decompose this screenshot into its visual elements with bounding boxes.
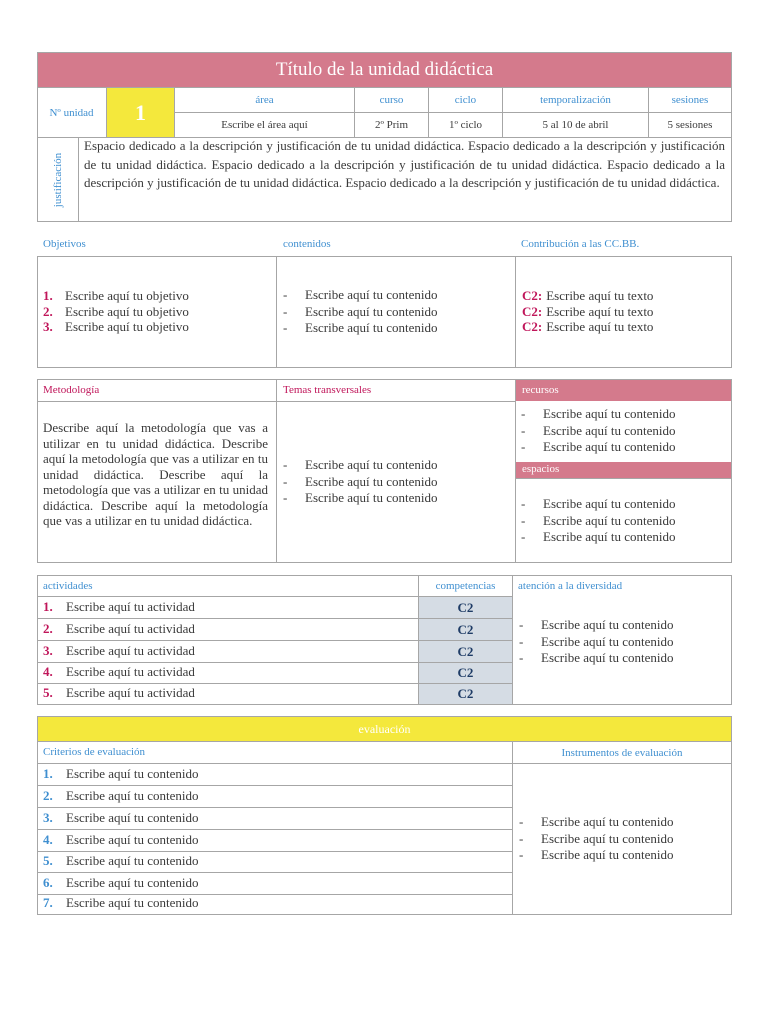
item-number: 2.: [43, 621, 53, 636]
item-number: 5.: [43, 685, 53, 700]
item-number: 1.: [43, 288, 53, 303]
list-item: - Escribe aquí tu contenido: [283, 303, 438, 319]
item-text: Escribe aquí tu contenido: [305, 457, 438, 472]
instrumentos-list: [519, 814, 727, 864]
item-text: Escribe aquí tu contenido: [541, 830, 674, 846]
competence-cell: [419, 641, 512, 662]
ccbb-list: [522, 288, 727, 335]
divider: [78, 137, 79, 222]
item-text: Escribe aquí tu actividad: [66, 664, 195, 679]
area-label: área: [255, 94, 274, 106]
item-text: Escribe aquí tu contenido: [543, 439, 676, 454]
list-item: - Escribe aquí tu contenido: [521, 439, 676, 454]
list-item: [43, 304, 268, 320]
list-item: - Escribe aquí tu contenido: [519, 814, 674, 829]
item-text: Escribe aquí tu contenido: [66, 766, 199, 781]
list-item: - Escribe aquí tu contenido: [283, 457, 438, 472]
unit-title: Título de la unidad didáctica: [275, 59, 494, 80]
diversidad-label: atención a la diversidad: [518, 580, 623, 592]
list-item: - Escribe aquí tu contenido: [521, 422, 676, 438]
item-text: Escribe aquí tu contenido: [66, 875, 199, 890]
justification-label: justificación: [52, 152, 64, 207]
competence-code: C2: [457, 686, 474, 701]
table-row: [37, 597, 512, 618]
table-row: [37, 786, 512, 807]
competence-cell: [419, 619, 512, 640]
table-row: [37, 619, 512, 640]
item-number: 2.: [43, 788, 53, 803]
competence-cell: [419, 597, 512, 618]
item-text: Escribe aquí tu actividad: [66, 599, 195, 614]
list-item: [522, 288, 727, 304]
item-text: Escribe aquí tu actividad: [66, 685, 195, 700]
evaluacion-header: [38, 717, 731, 741]
ciclo-value: 1º ciclo: [448, 119, 483, 131]
item-number: 3.: [43, 319, 53, 334]
espacios-header: [516, 462, 731, 478]
item-text: Escribe aquí tu texto: [546, 303, 654, 319]
divider: [276, 379, 277, 563]
unit-title-bar: [38, 53, 731, 87]
item-number: 4.: [43, 664, 53, 679]
divider: [512, 575, 513, 705]
item-number: 7.: [43, 895, 53, 910]
competence-code: C2: [457, 665, 474, 680]
item-number: 4.: [43, 832, 53, 847]
item-text: Escribe aquí tu objetivo: [65, 303, 189, 319]
sesiones-label: sesiones: [671, 94, 709, 106]
actividades-label: actividades: [43, 580, 93, 592]
item-text: Escribe aquí tu contenido: [543, 529, 676, 544]
item-text: Escribe aquí tu contenido: [541, 847, 674, 862]
list-item: - Escribe aquí tu contenido: [521, 406, 676, 421]
list-item: - Escribe aquí tu contenido: [519, 650, 674, 665]
metodologia-label: Metodología: [43, 384, 100, 396]
list-item: [522, 319, 727, 335]
item-number: 5.: [43, 853, 53, 868]
divider: [516, 478, 731, 479]
competence-code: C2:: [522, 319, 543, 334]
competence-code: C2: [457, 643, 474, 659]
table-row: [37, 764, 512, 785]
list-item: - Escribe aquí tu contenido: [283, 287, 438, 302]
list-item: - Escribe aquí tu contenido: [521, 496, 676, 511]
table-row: [37, 684, 512, 704]
competence-code: C2: [457, 621, 474, 637]
table-row: [37, 873, 512, 894]
area-value: Escribe el área aquí: [221, 119, 308, 131]
item-text: Escribe aquí tu actividad: [66, 621, 195, 636]
ccbb-label: Contribución a las CC.BB.: [521, 238, 640, 250]
temas-list: [283, 457, 508, 507]
item-text: Escribe aquí tu contenido: [543, 496, 676, 511]
divider: [512, 741, 513, 915]
competence-code: C2:: [522, 303, 543, 319]
espacios-label: espacios: [522, 463, 560, 475]
list-item: - Escribe aquí tu contenido: [521, 512, 676, 528]
table-row: [37, 852, 512, 872]
list-item: - Escribe aquí tu contenido: [283, 473, 438, 489]
item-number: 6.: [43, 875, 53, 890]
recursos-list: [521, 406, 726, 456]
item-number: 3.: [43, 810, 53, 825]
list-item: - Escribe aquí tu contenido: [519, 617, 674, 632]
table-row: [37, 641, 512, 662]
item-text: Escribe aquí tu contenido: [66, 853, 199, 868]
item-text: Escribe aquí tu contenido: [305, 490, 438, 505]
item-text: Escribe aquí tu contenido: [305, 320, 438, 335]
diversidad-list: [519, 617, 727, 667]
item-number: 1.: [43, 766, 53, 781]
table-row: [37, 830, 512, 851]
justification-text: Espacio dedicado a la descripción y justificación de tu unidad didáctica. Espacio dedicado a la descripción y justificación de tu unidad didáctica. Espacio dedicado a la descripción y justificación de tu unidad didáctica. Espacio dedicado a la descripción y justificación de tu unidad didáctica. Espacio dedicado a la descripción y justificación de tu unidad didáctica.: [84, 138, 725, 190]
recursos-header: [516, 380, 731, 401]
item-number: 2.: [43, 303, 53, 319]
espacios-list: [521, 496, 726, 546]
criterios-label: Criterios de evaluación: [43, 746, 146, 758]
sesiones-value: 5 sesiones: [667, 119, 713, 131]
table-row: [37, 895, 512, 914]
evaluacion-title: evaluación: [358, 721, 411, 736]
temas-label: Temas transversales: [283, 384, 372, 396]
competence-code: C2: [457, 599, 474, 615]
contenidos-list: [283, 287, 508, 337]
item-text: Escribe aquí tu objetivo: [65, 319, 189, 334]
list-item: - Escribe aquí tu contenido: [519, 633, 674, 649]
objetivos-label: Objetivos: [43, 238, 86, 250]
competence-cell: [419, 663, 512, 683]
temporalizacion-label: temporalización: [540, 94, 611, 106]
item-text: Escribe aquí tu objetivo: [65, 288, 189, 303]
competence-code: C2:: [522, 288, 543, 303]
item-text: Escribe aquí tu contenido: [66, 810, 199, 825]
table-row: [37, 808, 512, 829]
item-text: Escribe aquí tu contenido: [541, 650, 674, 665]
competence-cell: [419, 684, 512, 704]
item-number: 3.: [43, 643, 53, 658]
item-text: Escribe aquí tu texto: [546, 288, 654, 303]
list-item: - Escribe aquí tu contenido: [521, 529, 676, 544]
unit-header-block: [37, 52, 732, 222]
contenidos-label: contenidos: [283, 238, 331, 250]
item-text: Escribe aquí tu contenido: [66, 832, 199, 847]
curso-label: curso: [379, 94, 404, 106]
objetivos-list: [43, 288, 268, 335]
item-text: Escribe aquí tu contenido: [541, 633, 674, 649]
item-text: Escribe aquí tu contenido: [543, 422, 676, 438]
list-item: - Escribe aquí tu contenido: [283, 320, 438, 335]
list-item: [43, 288, 268, 304]
unit-number: 1: [135, 99, 146, 125]
unit-number-cell: [107, 88, 174, 137]
divider: [276, 256, 277, 368]
curso-value: 2º Prim: [374, 119, 409, 131]
item-number: 1.: [43, 599, 53, 614]
item-text: Escribe aquí tu contenido: [543, 406, 676, 421]
table-row: [37, 663, 512, 683]
item-text: Escribe aquí tu contenido: [543, 512, 676, 528]
temporalizacion-value: 5 al 10 de abril: [542, 119, 609, 131]
item-text: Escribe aquí tu contenido: [541, 617, 674, 632]
list-item: - Escribe aquí tu contenido: [283, 490, 438, 505]
item-text: Escribe aquí tu contenido: [305, 287, 438, 302]
item-text: Escribe aquí tu contenido: [66, 788, 199, 803]
ciclo-label: ciclo: [454, 94, 477, 106]
competencias-label: competencias: [435, 580, 496, 592]
item-text: Escribe aquí tu contenido: [66, 895, 199, 910]
item-text: Escribe aquí tu texto: [546, 319, 654, 334]
unit-number-label: Nº unidad: [49, 106, 94, 119]
item-text: Escribe aquí tu actividad: [66, 643, 195, 658]
divider: [515, 256, 516, 368]
list-item: - Escribe aquí tu contenido: [519, 847, 674, 862]
item-text: Escribe aquí tu contenido: [305, 473, 438, 489]
list-item: [43, 319, 268, 335]
item-text: Escribe aquí tu contenido: [541, 814, 674, 829]
instrumentos-label: Instrumentos de evaluación: [561, 746, 683, 759]
metodologia-text: Describe aquí la metodología que vas a utilizar en tu unidad didáctica. Describe aquí la metodología que vas a utilizar en tu unidad didáctica. Describe aquí la metodología que vas a utilizar en tu unidad didáctica. Describe aquí la metodología que vas a utilizar en tu unidad didáctica.: [43, 420, 268, 528]
justification-label-cell: [38, 138, 78, 221]
item-text: Escribe aquí tu contenido: [305, 303, 438, 319]
list-item: [522, 304, 727, 320]
list-item: - Escribe aquí tu contenido: [519, 830, 674, 846]
recursos-label: recursos: [522, 384, 559, 396]
